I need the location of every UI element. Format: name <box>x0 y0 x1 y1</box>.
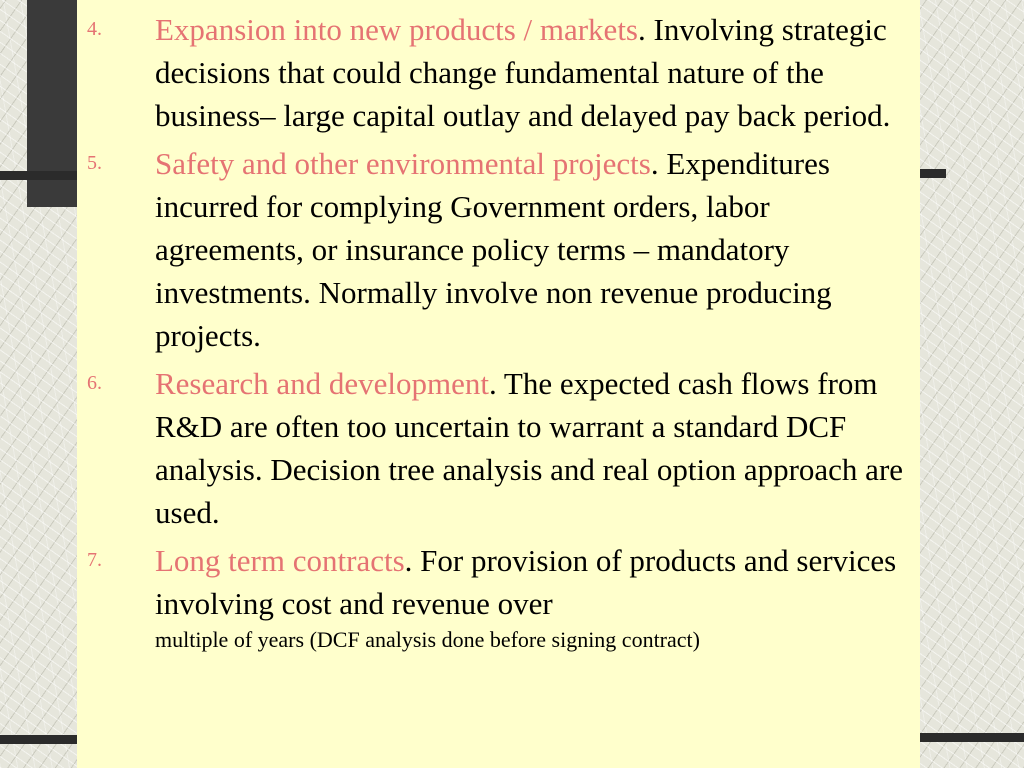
item-heading: Expansion into new products / markets <box>155 12 638 47</box>
item-heading: Safety and other environmental projects <box>155 146 651 181</box>
item-number: 7. <box>87 549 102 571</box>
numbered-list <box>77 8 920 660</box>
list-item-7 <box>77 539 920 655</box>
item-body: . For provision of products and services involving cost and revenue over <box>155 543 897 621</box>
item-number: 6. <box>87 372 102 394</box>
list-item-6 <box>77 362 920 534</box>
list-item-4 <box>77 8 920 137</box>
item-body: . Expenditures incurred for complying Government orders, labor agreements, or insurance policy terms – mandatory investments. Normally involve non revenue producing projects. <box>155 146 832 353</box>
decorative-line-right-bottom <box>920 733 1024 742</box>
item-body-small: multiple of years (DCF analysis done before signing contract) <box>155 627 700 652</box>
item-body: . The expected cash flows from R&D are often too uncertain to warrant a standard DCF analysis. Decision tree analysis and real option approach are used. <box>155 366 904 530</box>
decorative-line-right-top <box>920 169 946 178</box>
item-heading: Long term contracts <box>155 543 405 578</box>
slide-content-panel <box>77 0 920 768</box>
item-heading: Research and development <box>155 366 489 401</box>
item-number: 5. <box>87 152 102 174</box>
list-item-5 <box>77 142 920 357</box>
item-body: . Involving strategic decisions that could change fundamental nature of the business– large capital outlay and delayed pay back period. <box>155 12 891 133</box>
item-number: 4. <box>87 18 102 40</box>
decorative-line-left-bottom <box>0 735 80 744</box>
decorative-line-left-top <box>0 171 80 180</box>
